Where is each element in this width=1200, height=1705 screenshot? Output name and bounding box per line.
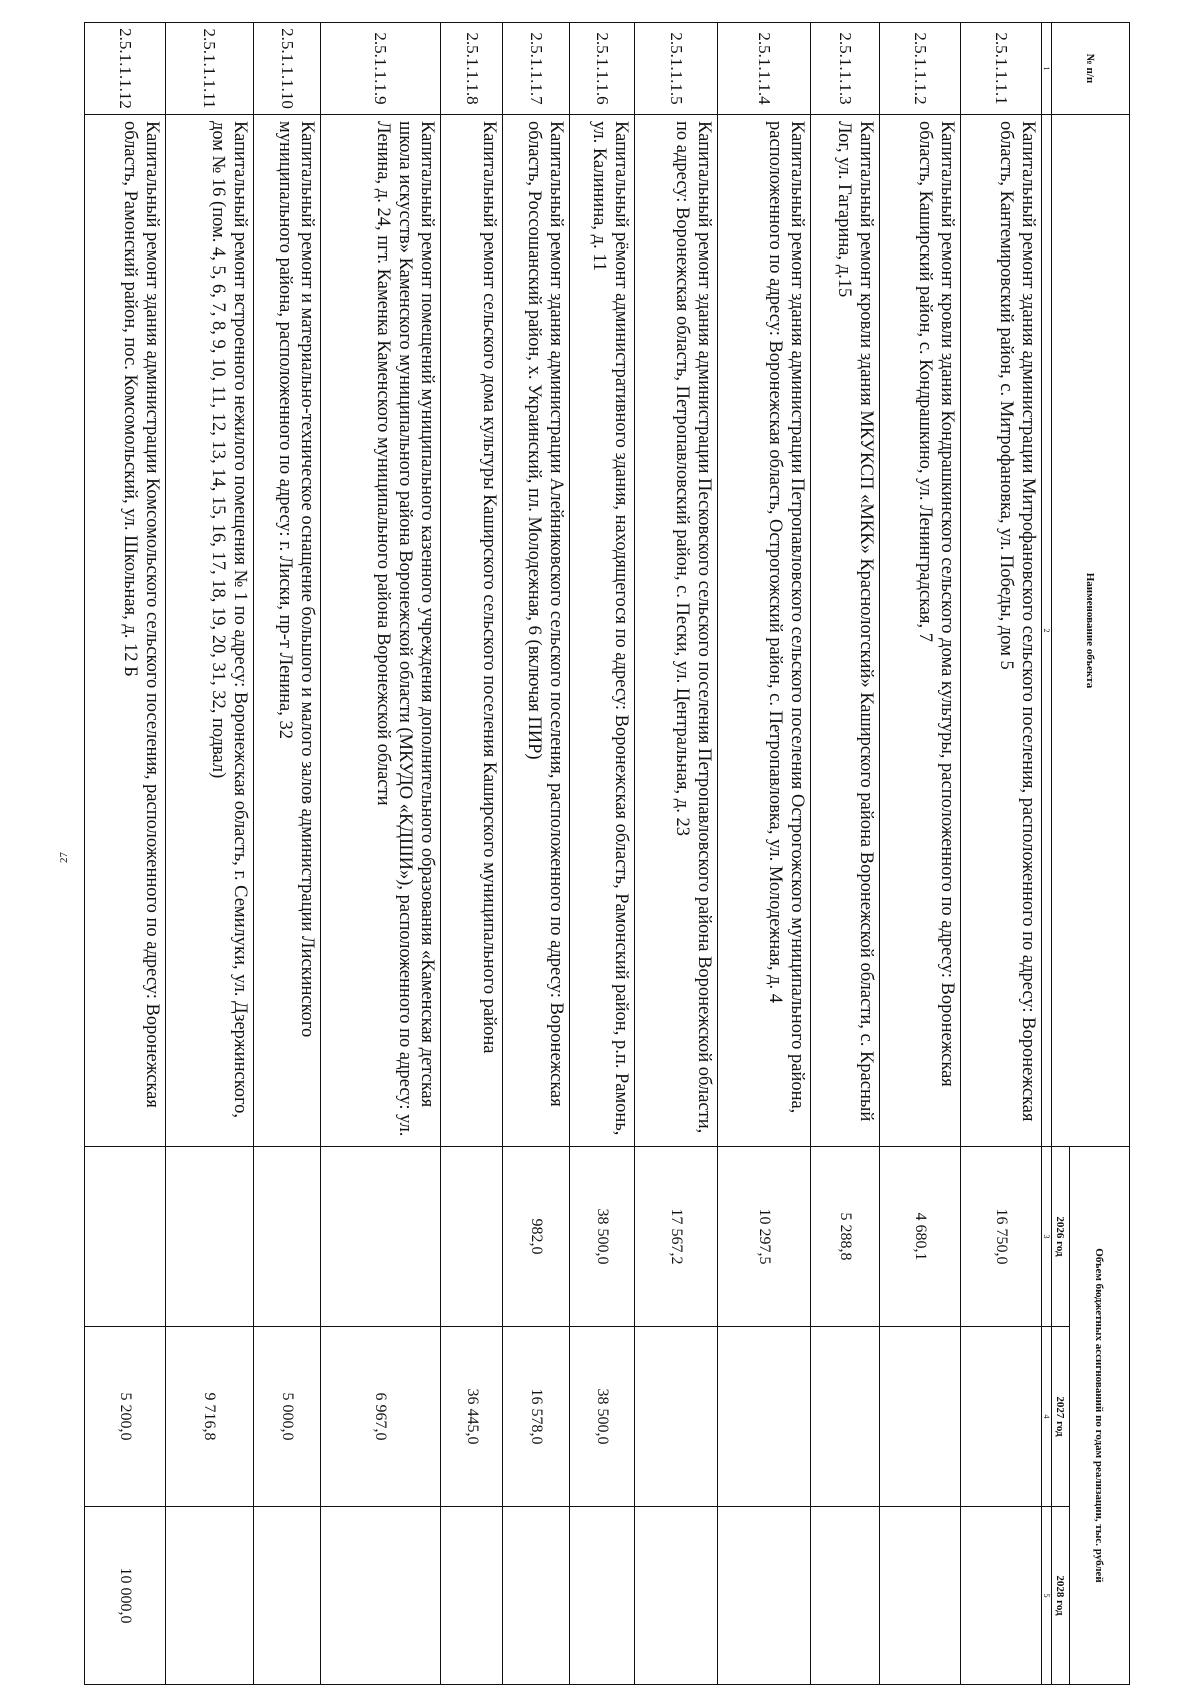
table-row [718, 23, 810, 1685]
col-number: 2 [1042, 115, 1052, 1147]
row-number: 2.5.1.1.1.4 [718, 23, 810, 115]
header-num: № п/п [1052, 23, 1130, 115]
row-number: 2.5.1.1.1.6 [570, 23, 635, 115]
table-row [320, 23, 440, 1685]
header-year-2027: 2027 год [1052, 1327, 1070, 1507]
table-row [85, 23, 166, 1685]
value-2027 [961, 1327, 1042, 1507]
page-number: 27 [58, 852, 70, 863]
header-name: Наименование объекта [1052, 115, 1130, 1147]
value-2028 [635, 1507, 718, 1685]
object-name: Капитальный ремонт здания администрации Алейниковского сельского поселения, расположенного по адресу: Воронежская область, Россошанский район, х. Украинский, пл. Молодежная, 6 (включая ПИР) [503, 115, 570, 1147]
value-2026: 17 567,2 [635, 1147, 718, 1327]
table-row [253, 23, 320, 1685]
value-2027: 36 445,0 [441, 1327, 503, 1507]
table-row [961, 23, 1042, 1685]
row-number: 2.5.1.1.1.9 [320, 23, 440, 115]
value-2026: 5 288,8 [810, 1147, 879, 1327]
table-row [166, 23, 254, 1685]
value-2026 [85, 1147, 166, 1327]
value-2028 [810, 1507, 879, 1685]
value-2028 [166, 1507, 254, 1685]
col-number: 1 [1042, 23, 1052, 115]
table-row [441, 23, 503, 1685]
value-2028 [253, 1507, 320, 1685]
value-2028 [503, 1507, 570, 1685]
header-year-2026: 2026 год [1052, 1147, 1070, 1327]
value-2028 [880, 1507, 961, 1685]
value-2028: 10 000,0 [85, 1507, 166, 1685]
table-row [570, 23, 635, 1685]
table-row [880, 23, 961, 1685]
row-number: 2.5.1.1.1.2 [880, 23, 961, 115]
value-2027 [810, 1327, 879, 1507]
row-number: 2.5.1.1.1.12 [85, 23, 166, 115]
row-number: 2.5.1.1.1.5 [635, 23, 718, 115]
value-2027: 5 200,0 [85, 1327, 166, 1507]
value-2026 [253, 1147, 320, 1327]
col-number: 4 [1042, 1327, 1052, 1507]
object-name: Капитальный рёмонт административного здания, находящегося по адресу: Воронежская область, Рамонский район, р.п. Рамонь, ул. Калинина, д. 11 [570, 115, 635, 1147]
value-2028 [961, 1507, 1042, 1685]
object-name: Капитальный ремонт и материально-техническое оснащение большого и малого залов администрации Лискинского муниципального района, расположенного по адресу: г. Лиски, пр-т Ленина, 32 [253, 115, 320, 1147]
value-2027: 6 967,0 [320, 1327, 440, 1507]
object-name: Капитальный ремонт здания администрации Песковского сельского поселения Петропавловского района Воронежской области, по адресу: Воронежская область, Петропавловский район, с. Пески, ул. Центральная, д. 23 [635, 115, 718, 1147]
object-name: Капитальный ремонт здания администрации Митрофановского сельского поселения, расположенного по адресу: Воронежская область, Кантемировский район, с. Митрофановка, ул. Победы, дом 5 [961, 115, 1042, 1147]
value-2026: 4 680,1 [880, 1147, 961, 1327]
row-number: 2.5.1.1.1.7 [503, 23, 570, 115]
table-row [503, 23, 570, 1685]
row-number: 2.5.1.1.1.3 [810, 23, 879, 115]
col-number: 3 [1042, 1147, 1052, 1327]
value-2026 [166, 1147, 254, 1327]
object-name: Капитальный ремонт здания администрации Комсомольского сельского поселения, расположенного по адресу: Воронежская область, Рамонский район, пос. Комсомольский, ул. Школьная, д. 12 Б [85, 115, 166, 1147]
col-number: 5 [1042, 1507, 1052, 1685]
budget-table [84, 22, 1130, 1685]
object-name: Капитальный ремонт встроенного нежилого помещения № 1 по адресу: Воронежская область, г. Семилуки, ул. Дзержинского, дом № 16 (пом. 4, 5, 6, 7, 8, 9, 10, 11, 12, 13, 14, 15, 16, 17, 18, 19, 20, 31, 32, подвал) [166, 115, 254, 1147]
value-2028 [320, 1507, 440, 1685]
row-number: 2.5.1.1.1.1 [961, 23, 1042, 115]
value-2028 [570, 1507, 635, 1685]
value-2026: 16 750,0 [961, 1147, 1042, 1327]
value-2028 [718, 1507, 810, 1685]
value-2026 [441, 1147, 503, 1327]
row-number: 2.5.1.1.1.8 [441, 23, 503, 115]
value-2026: 982,0 [503, 1147, 570, 1327]
value-2026: 10 297,5 [718, 1147, 810, 1327]
table-row [810, 23, 879, 1685]
object-name: Капитальный ремонт кровли здания МКУКСП «МКК» Краснологский» Каширского района Воронежской области, с. Красный Лог, ул. Гагарина, д.15 [810, 115, 879, 1147]
value-2027 [880, 1327, 961, 1507]
value-2027: 16 578,0 [503, 1327, 570, 1507]
header-volume: Объем бюджетных ассигнований по годам реализации, тыс. рублей [1070, 1147, 1130, 1685]
object-name: Капитальный ремонт кровли здания Кондрашкинского сельского дома культуры, расположенного по адресу: Воронежская область, Каширский район, с. Кондрашкино, ул. Ленинградская, 7 [880, 115, 961, 1147]
value-2027 [718, 1327, 810, 1507]
object-name: Капитальный ремонт сельского дома культуры Каширского сельского поселения Каширского муниципального района [441, 115, 503, 1147]
object-name: Капитальный ремонт здания администрации Петропавловского сельского поселения Острогожского муниципального района, расположенного по адресу: Воронежская область, Острогожский район, с. Петропавловка, ул. Молодежная, д. 4 [718, 115, 810, 1147]
value-2026 [320, 1147, 440, 1327]
value-2027: 9 716,8 [166, 1327, 254, 1507]
header-year-2028: 2028 год [1052, 1507, 1070, 1685]
table-row [635, 23, 718, 1685]
value-2027: 5 000,0 [253, 1327, 320, 1507]
value-2027: 38 500,0 [570, 1327, 635, 1507]
object-name: Капитальный ремонт помещений муниципального казенного учреждения дополнительного образования «Каменская детская школа искусств» Каменского муниципального района Воронежской области (МКУДО «КДШИ»), расположенного по адресу: ул. Ленина, д. 24, пгт. Каменка Каменского муниципального района Воронежской области [320, 115, 440, 1147]
value-2028 [441, 1507, 503, 1685]
row-number: 2.5.1.1.1.11 [166, 23, 254, 115]
value-2026: 38 500,0 [570, 1147, 635, 1327]
rotated-page [58, 22, 1130, 1684]
row-number: 2.5.1.1.1.10 [253, 23, 320, 115]
value-2027 [635, 1327, 718, 1507]
